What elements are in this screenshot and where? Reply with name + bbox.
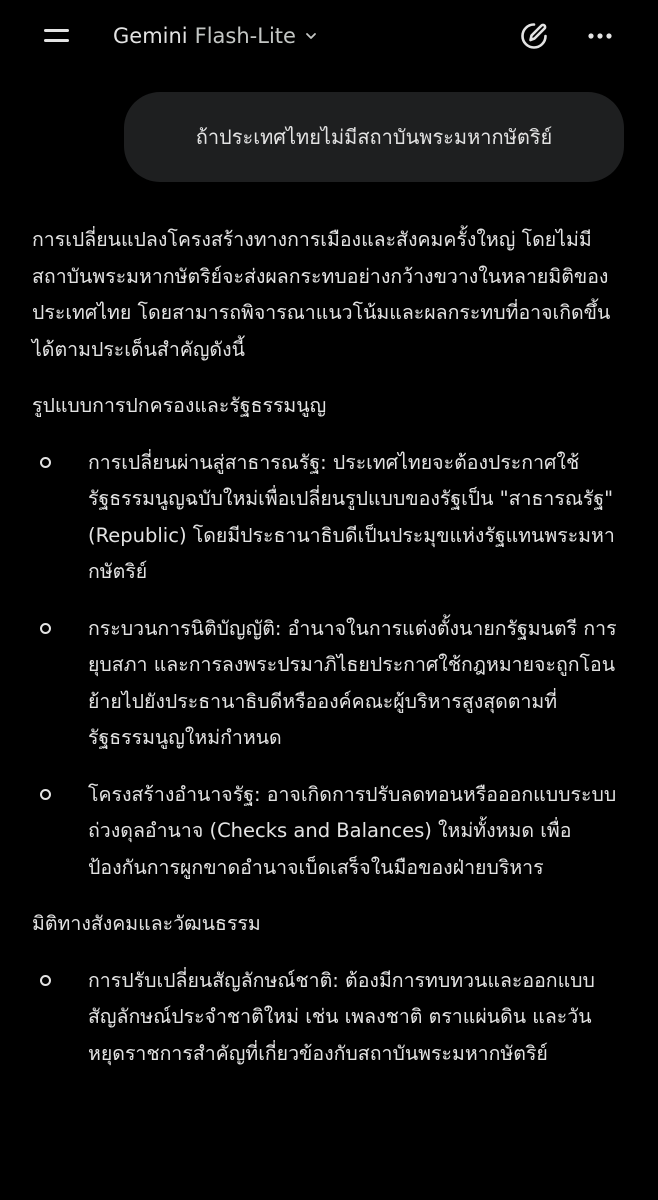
- section-heading: รูปแบบการปกครองและรัฐธรรมนูญ: [32, 394, 327, 417]
- list-item-text: การปรับเปลี่ยนสัญลักษณ์ชาติ: ต้องมีการทบทวนและออกแบบสัญลักษณ์ประจำชาติใหม่ เช่น เพลงชาติ ตราแผ่นดิน และวันหยุดราชการสำคัญที่เกี่ยวข้องกับสถาบันพระมหากษัตริย์: [88, 968, 595, 1065]
- bullet-circle-icon: [40, 457, 51, 468]
- chevron-down-icon: [304, 29, 318, 43]
- model-selector[interactable]: [113, 18, 318, 54]
- top-app-bar: [0, 0, 658, 72]
- user-message-bubble: [124, 92, 624, 182]
- menu-button[interactable]: [40, 22, 74, 50]
- list-item: [32, 963, 628, 1073]
- list-item-text: กระบวนการนิติบัญญัติ: อำนาจในการแต่งตั้งนายกรัฐมนตรี การยุบสภา และการลงพระปรมาภิไธยประกาศใช้กฎหมายจะถูกโอนย้ายไปยังประธานาธิบดีหรือองค์คณะผู้บริหารสูงสุดตามที่รัฐธรรมนูญใหม่กำหนด: [88, 616, 617, 749]
- hamburger-menu-icon: [40, 22, 74, 50]
- list-item-text: การเปลี่ยนผ่านสู่สาธารณรัฐ: ประเทศไทยจะต้องประกาศใช้รัฐธรรมนูญฉบับใหม่เพื่อเปลี่ยนรูปแบบของรัฐเป็น "สาธารณรัฐ" (Republic) โดยมีประธานาธิบดีเป็นประมุขแห่งรัฐแทนพระมหากษัตริย์: [88, 450, 615, 583]
- section-heading: มิติทางสังคมและวัฒนธรรม: [32, 912, 261, 935]
- user-message-text: ถ้าประเทศไทยไม่มีสถาบันพระมหากษัตริย์: [195, 125, 553, 149]
- response-intro: การเปลี่ยนแปลงโครงสร้างทางการเมืองและสังคมครั้งใหญ่ โดยไม่มีสถาบันพระมหากษัตริย์จะส่งผลกระทบอย่างกว้างขวางในหลายมิติของประเทศไทย โดยสามารถพิจารณาแนวโน้มและผลกระทบที่อาจเกิดขึ้นได้ตามประเด็นสำคัญดังนี้: [32, 228, 611, 361]
- bullet-list: [32, 445, 628, 887]
- more-horizontal-icon: [580, 18, 620, 54]
- bullet-circle-icon: [40, 789, 51, 800]
- list-item-text: โครงสร้างอำนาจรัฐ: อาจเกิดการปรับลดทอนหรือออกแบบระบบถ่วงดุลอำนาจ (Checks and Balances) ใหม่ทั้งหมด เพื่อป้องกันการผูกขาดอำนาจเบ็ดเสร็จในมือของฝ่ายบริหาร: [88, 782, 617, 879]
- model-response: [32, 222, 628, 1092]
- bullet-list: [32, 963, 628, 1073]
- bullet-circle-icon: [40, 975, 51, 986]
- new-chat-button[interactable]: [514, 18, 554, 54]
- list-item: [32, 611, 628, 757]
- app-title: Gemini: [113, 24, 188, 48]
- edit-pen-icon: [514, 18, 554, 54]
- list-item: [32, 777, 628, 887]
- list-item: [32, 445, 628, 591]
- bullet-circle-icon: [40, 623, 51, 634]
- model-name: Flash-Lite: [194, 24, 296, 48]
- more-options-button[interactable]: [580, 18, 620, 54]
